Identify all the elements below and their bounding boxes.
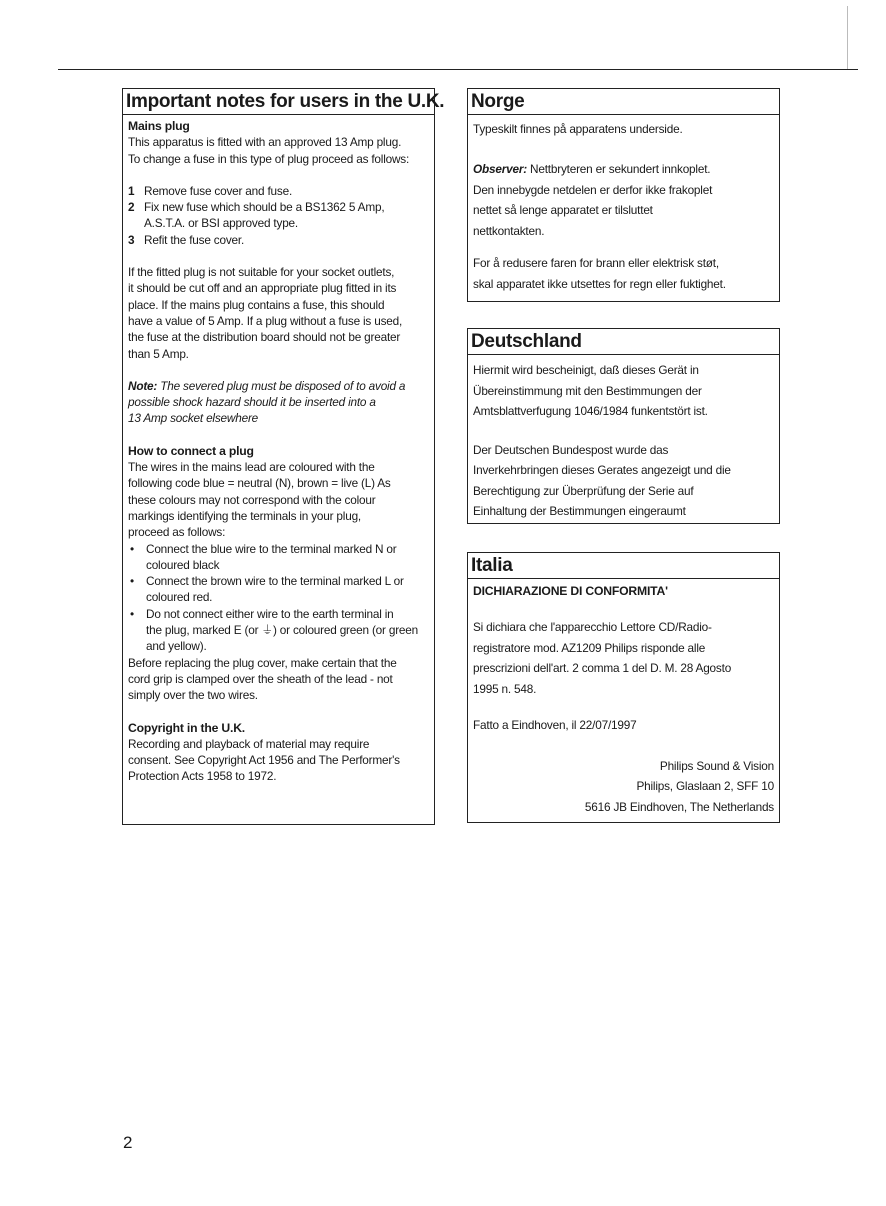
italia-declaration-text: Si dichiara che l'apparecchio Lettore CD/Radio- registratore mod. AZ1209 Philips risponde alle prescrizioni dell'art. 2 comma 1 del D. M. 28 Agosto 1995 n. 548. <box>473 620 732 696</box>
page-number: 2 <box>123 1133 133 1152</box>
wiring-bullet: • Do not connect either wire to the earth terminal in the plug, marked E (or ⏚) or coloured green (or green and yellow). <box>130 606 419 654</box>
mains-plug-heading: Mains plug <box>128 119 190 133</box>
fuse-step: 3 Refit the fuse cover. <box>128 232 245 247</box>
norge-title: Norge <box>468 89 779 115</box>
deutschland-para-2: Der Deutschen Bundespost wurde das Inverkehrbringen dieses Gerates angezeigt und die Berechtigung zur Überprüfung der Serie auf Einhaltung der Bestimmungen eingeraumt <box>473 442 731 518</box>
deutschland-box <box>467 328 780 524</box>
norge-label-text: Typeskilt finnes på apparatens underside. <box>473 122 683 136</box>
deutschland-para-1: Hiermit wird bescheinigt, daß dieses Gerät in Übereinstimmung mit den Bestimmungen der Amtsblattverfugung 1046/1984 funkentstört ist. <box>473 363 708 418</box>
deutschland-title: Deutschland <box>468 329 779 355</box>
bullet-icon: • <box>130 541 134 556</box>
fuse-step: 1 Remove fuse cover and fuse. <box>128 183 293 198</box>
norge-box <box>467 88 780 302</box>
norge-warning-text: For å redusere faren for brann eller elektrisk støt, skal apparatet ikke utsettes for regn eller fuktighet. <box>473 256 726 291</box>
unsuitable-plug-text: If the fitted plug is not suitable for your socket outlets, it should be cut off and an appropriate plug fitted in its place. If the mains plug contains a fuse, this should have a value of 5 Amp. If a plug without a fuse is used, the fuse at the distribution board should not be greater than 5 Amp. <box>128 265 403 361</box>
uk-notes-box <box>122 88 445 825</box>
italia-box <box>467 552 780 823</box>
bullet-icon: • <box>130 606 134 621</box>
mains-intro-line: This apparatus is fitted with an approved 13 Amp plug. <box>128 135 402 150</box>
italia-place-date: Fatto a Eindhoven, il 22/07/1997 <box>473 718 637 733</box>
norge-observer-text: Observer: Nettbryteren er sekundert innkoplet. Den innebygde netdelen er derfor ikke frakoplet nettet så lenge apparatet er tilsluttet nettkontakten. <box>473 162 713 238</box>
copyright-text: Recording and playback of material may require consent. See Copyright Act 1956 and The Performer's Protection Acts 1958 to 1972. <box>128 736 400 784</box>
severed-plug-note: Note: The severed plug must be disposed of to avoid a possible shock hazard should it be inserted into a 13 Amp socket elsewhere <box>128 378 406 426</box>
top-rule <box>58 69 858 70</box>
copyright-heading: Copyright in the U.K. <box>128 720 245 735</box>
italia-subtitle: DICHIARAZIONE DI CONFORMITA' <box>473 584 668 598</box>
wiring-bullet: • Connect the blue wire to the terminal marked N or coloured black <box>130 541 397 572</box>
uk-notes-title: Important notes for users in the U.K. <box>123 89 434 115</box>
bullet-icon: • <box>130 574 134 589</box>
connect-intro-text: The wires in the mains lead are coloured with the following code blue = neutral (N), brown = live (L) As these colours may not correspond with the colour markings identifying the terminals in your plug, proceed as follows: <box>128 460 391 540</box>
top-right-rule <box>847 6 848 70</box>
wiring-bullet: • Connect the brown wire to the terminal marked L or coloured red. <box>130 574 404 605</box>
italia-title: Italia <box>468 553 779 579</box>
fuse-step: 2 Fix new fuse which should be a BS1362 5 Amp, A.S.T.A. or BSI approved type. <box>128 200 385 231</box>
connect-plug-heading: How to connect a plug <box>128 443 254 458</box>
italia-address: Philips Sound & Vision Philips, Glaslaan 2, SFF 10 5616 JB Eindhoven, The Netherlands <box>584 758 774 814</box>
before-replacing-text: Before replacing the plug cover, make certain that the cord grip is clamped over the sheath of the lead - not simply over the two wires. <box>128 655 397 703</box>
mains-intro-line: To change a fuse in this type of plug proceed as follows: <box>128 151 410 166</box>
